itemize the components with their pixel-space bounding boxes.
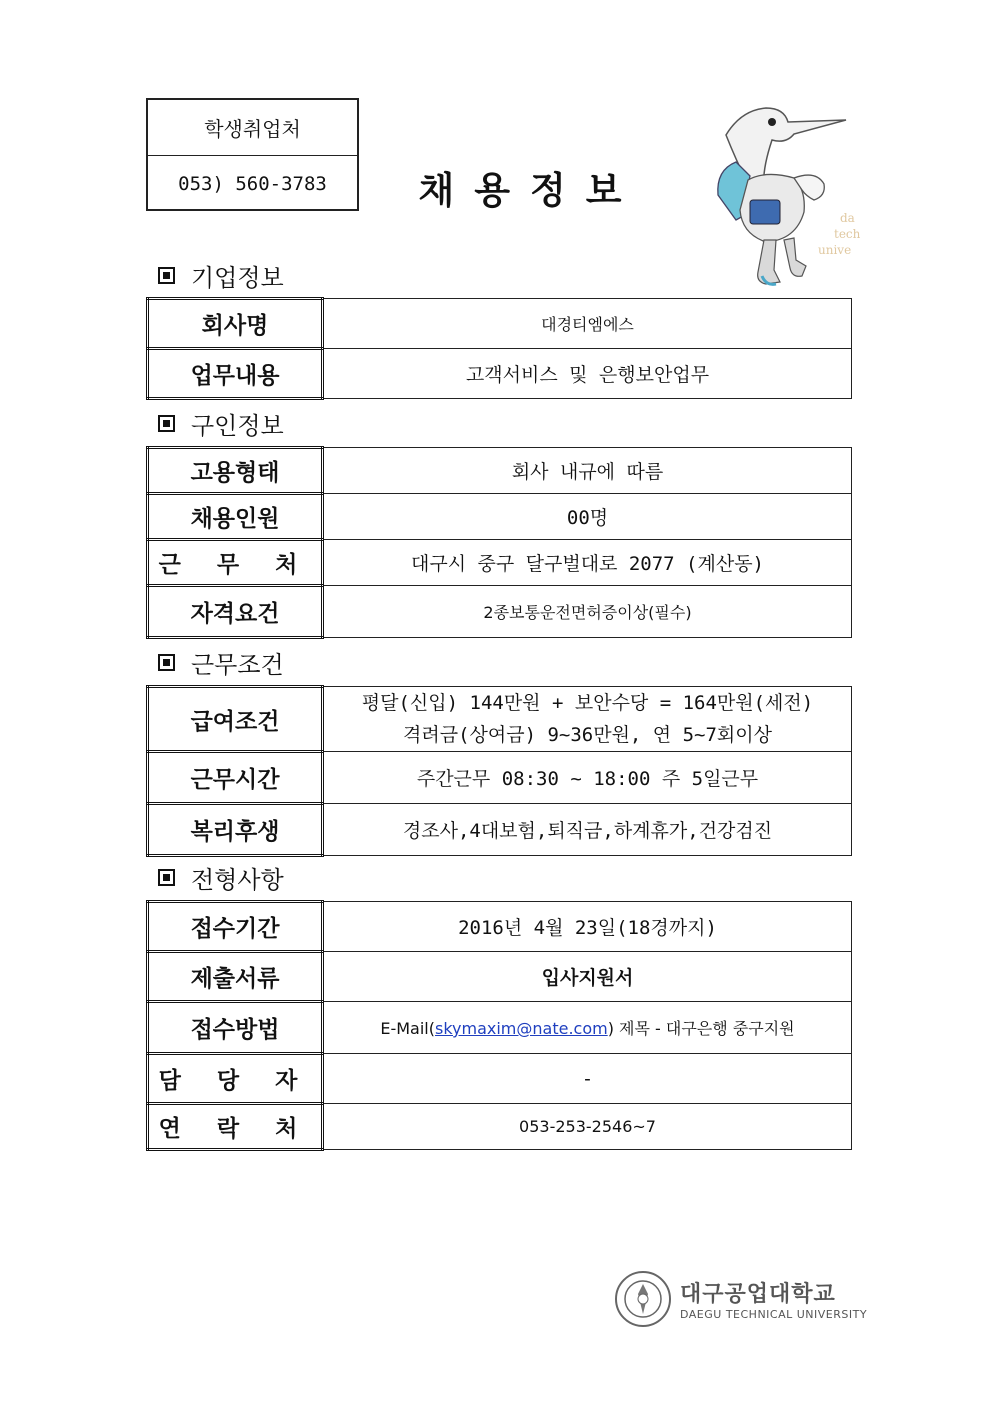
section-heading-label: 구인정보 — [191, 412, 284, 440]
section-heading-recruit — [158, 406, 284, 441]
hire-count: 00명 — [323, 494, 852, 540]
mascot-text-2: tech — [834, 227, 861, 241]
table-row — [148, 299, 852, 349]
recruit-table — [146, 446, 852, 639]
pay-conditions — [323, 687, 852, 752]
work-description: 고객서비스 및 은행보안업무 — [323, 349, 852, 399]
mascot-crane-image — [706, 100, 861, 288]
table-row — [148, 687, 852, 752]
section-heading-conditions — [158, 645, 284, 680]
row-label: 근무시간 — [148, 752, 323, 804]
welfare: 경조사,4대보험,퇴직금,하계휴가,건강검진 — [323, 804, 852, 856]
table-row — [148, 1054, 852, 1104]
section-heading-label: 근무조건 — [191, 651, 284, 679]
row-label: 복리후생 — [148, 804, 323, 856]
table-row — [148, 902, 852, 952]
section-heading-selection — [158, 860, 284, 895]
contact-number: 053-253-2546~7 — [323, 1104, 852, 1150]
table-row — [148, 952, 852, 1002]
square-bullet-icon — [158, 654, 175, 671]
method-suffix: ) 제목 - 대구은행 중구지원 — [607, 1019, 795, 1038]
table-row — [148, 804, 852, 856]
work-place: 대구시 중구 달구벌대로 2077 (계산동) — [323, 540, 852, 586]
contact-label: 학생취업처 — [204, 117, 301, 141]
contact-box — [146, 98, 359, 211]
row-label: 제출서류 — [148, 952, 323, 1002]
row-label: 고용형태 — [148, 448, 323, 494]
table-row — [148, 448, 852, 494]
section-heading-company — [158, 258, 284, 293]
company-name: 대경티엠에스 — [323, 299, 852, 349]
table-row — [148, 540, 852, 586]
row-label: 급여조건 — [148, 687, 323, 752]
selection-table — [146, 900, 852, 1151]
section-heading-label: 기업정보 — [191, 264, 284, 292]
table-row — [148, 1104, 852, 1150]
pay-line-1: 평달(신입) 144만원 + 보안수당 = 164만원(세전) — [361, 692, 814, 714]
table-row — [148, 494, 852, 540]
row-label: 접수방법 — [148, 1002, 323, 1054]
row-label: 근 무 처 — [148, 540, 323, 586]
section-heading-label: 전형사항 — [191, 866, 284, 894]
conditions-table — [146, 685, 852, 857]
manager: - — [323, 1054, 852, 1104]
row-label: 담 당 자 — [148, 1054, 323, 1104]
application-method — [323, 1002, 852, 1054]
company-table — [146, 297, 852, 400]
university-name-en: DAEGU TECHNICAL UNIVERSITY — [680, 1308, 868, 1321]
square-bullet-icon — [158, 415, 175, 432]
mascot-text-1: da — [840, 211, 855, 225]
row-label: 자격요건 — [148, 586, 323, 638]
pay-line-2: 격려금(상여금) 9~36만원, 연 5~7회이상 — [403, 724, 772, 746]
square-bullet-icon — [158, 267, 175, 284]
table-row — [148, 752, 852, 804]
table-row — [148, 586, 852, 638]
qualification: 2종보통운전면허증이상(필수) — [323, 586, 852, 638]
university-logo — [614, 1270, 867, 1328]
employment-type: 회사 내규에 따름 — [323, 448, 852, 494]
application-period: 2016년 4월 23일(18경까지) — [323, 902, 852, 952]
work-hours: 주간근무 08:30 ~ 18:00 주 5일근무 — [323, 752, 852, 804]
required-documents: 입사지원서 — [323, 952, 852, 1002]
table-row — [148, 349, 852, 399]
mascot-text-3: unive — [818, 243, 852, 257]
page-title: 채용정보 — [418, 169, 642, 212]
university-name-ko: 대구공업대학교 — [680, 1282, 836, 1307]
row-label: 연 락 처 — [148, 1104, 323, 1150]
method-prefix: E-Mail( — [380, 1019, 435, 1038]
row-label: 접수기간 — [148, 902, 323, 952]
square-bullet-icon — [158, 869, 175, 886]
contact-phone: 053) 560-3783 — [148, 155, 357, 211]
row-label: 업무내용 — [148, 349, 323, 399]
table-row — [148, 1002, 852, 1054]
university-seal-icon — [614, 1270, 672, 1328]
row-label: 채용인원 — [148, 494, 323, 540]
row-label: 회사명 — [148, 299, 323, 349]
email-link[interactable]: skymaxim@nate.com — [434, 1019, 608, 1038]
